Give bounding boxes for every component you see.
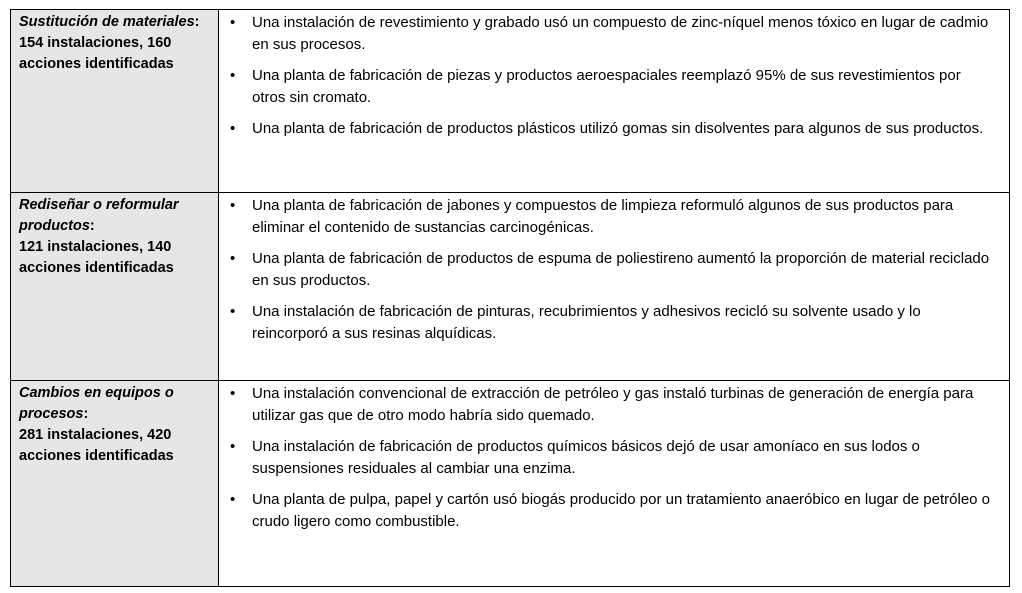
list-item bbox=[219, 436, 995, 480]
list-item bbox=[219, 65, 995, 109]
bullet-icon: • bbox=[230, 438, 236, 455]
examples-cell bbox=[219, 193, 1010, 381]
examples-cell bbox=[219, 10, 1010, 193]
pollution-prevention-table bbox=[10, 9, 1010, 587]
category-stats: 121 instalaciones, 140 acciones identificadas bbox=[19, 239, 174, 276]
category-cell bbox=[11, 193, 219, 381]
list-item bbox=[219, 248, 995, 292]
category-title: Sustitución de materiales bbox=[19, 14, 195, 30]
table-row bbox=[11, 193, 1010, 381]
category-cell bbox=[11, 381, 219, 587]
list-item bbox=[219, 12, 995, 56]
example-text: Una planta de fabricación de productos de espuma de poliestireno aumentó la proporción de material reciclado en sus productos. bbox=[252, 250, 990, 289]
bullet-icon: • bbox=[230, 14, 236, 31]
category-title: Rediseñar o reformular productos bbox=[19, 197, 179, 234]
bullet-icon: • bbox=[230, 385, 236, 402]
example-text: Una instalación convencional de extracción de petróleo y gas instaló turbinas de generación de energía para utilizar gas que de otro modo habría sido quemado. bbox=[252, 385, 974, 424]
bullet-icon: • bbox=[230, 67, 236, 84]
bullet-icon: • bbox=[230, 303, 236, 320]
title-colon: : bbox=[89, 218, 95, 234]
list-item bbox=[219, 195, 995, 239]
example-text: Una planta de fabricación de piezas y productos aeroespaciales reemplazó 95% de sus revestimientos por otros sin cromato. bbox=[252, 67, 961, 106]
category-stats: 281 instalaciones, 420 acciones identificadas bbox=[19, 427, 174, 464]
table-row bbox=[11, 381, 1010, 587]
examples-list bbox=[219, 383, 995, 533]
category-title: Cambios en equipos o procesos bbox=[19, 385, 174, 422]
list-item bbox=[219, 489, 995, 533]
example-text: Una instalación de revestimiento y grabado usó un compuesto de zinc-níquel menos tóxico en lugar de cadmio en sus procesos. bbox=[252, 14, 989, 53]
examples-cell bbox=[219, 381, 1010, 587]
example-text: Una planta de pulpa, papel y cartón usó biogás producido por un tratamiento anaeróbico en lugar de petróleo o crudo ligero como combustible. bbox=[252, 491, 991, 530]
category-cell bbox=[11, 10, 219, 193]
title-colon: : bbox=[194, 14, 200, 30]
example-text: Una instalación de fabricación de pinturas, recubrimientos y adhesivos recicló su solvente usado y lo reincorporó a sus resinas alquídicas. bbox=[252, 303, 921, 342]
list-item bbox=[219, 118, 995, 140]
examples-list bbox=[219, 12, 995, 140]
example-text: Una planta de fabricación de productos plásticos utilizó gomas sin disolventes para algunos de sus productos. bbox=[252, 120, 984, 137]
bullet-icon: • bbox=[230, 491, 236, 508]
example-text: Una planta de fabricación de jabones y compuestos de limpieza reformuló algunos de sus productos para eliminar el contenido de sustancias carcinogénicas. bbox=[252, 197, 954, 236]
category-stats: 154 instalaciones, 160 acciones identificadas bbox=[19, 35, 174, 72]
bullet-icon: • bbox=[230, 250, 236, 267]
list-item bbox=[219, 383, 995, 427]
title-colon: : bbox=[83, 406, 89, 422]
examples-list bbox=[219, 195, 995, 345]
bullet-icon: • bbox=[230, 120, 236, 137]
bullet-icon: • bbox=[230, 197, 236, 214]
table-row bbox=[11, 10, 1010, 193]
list-item bbox=[219, 301, 995, 345]
example-text: Una instalación de fabricación de productos químicos básicos dejó de usar amoníaco en sus lodos o suspensiones residuales al cambiar una enzima. bbox=[252, 438, 920, 477]
